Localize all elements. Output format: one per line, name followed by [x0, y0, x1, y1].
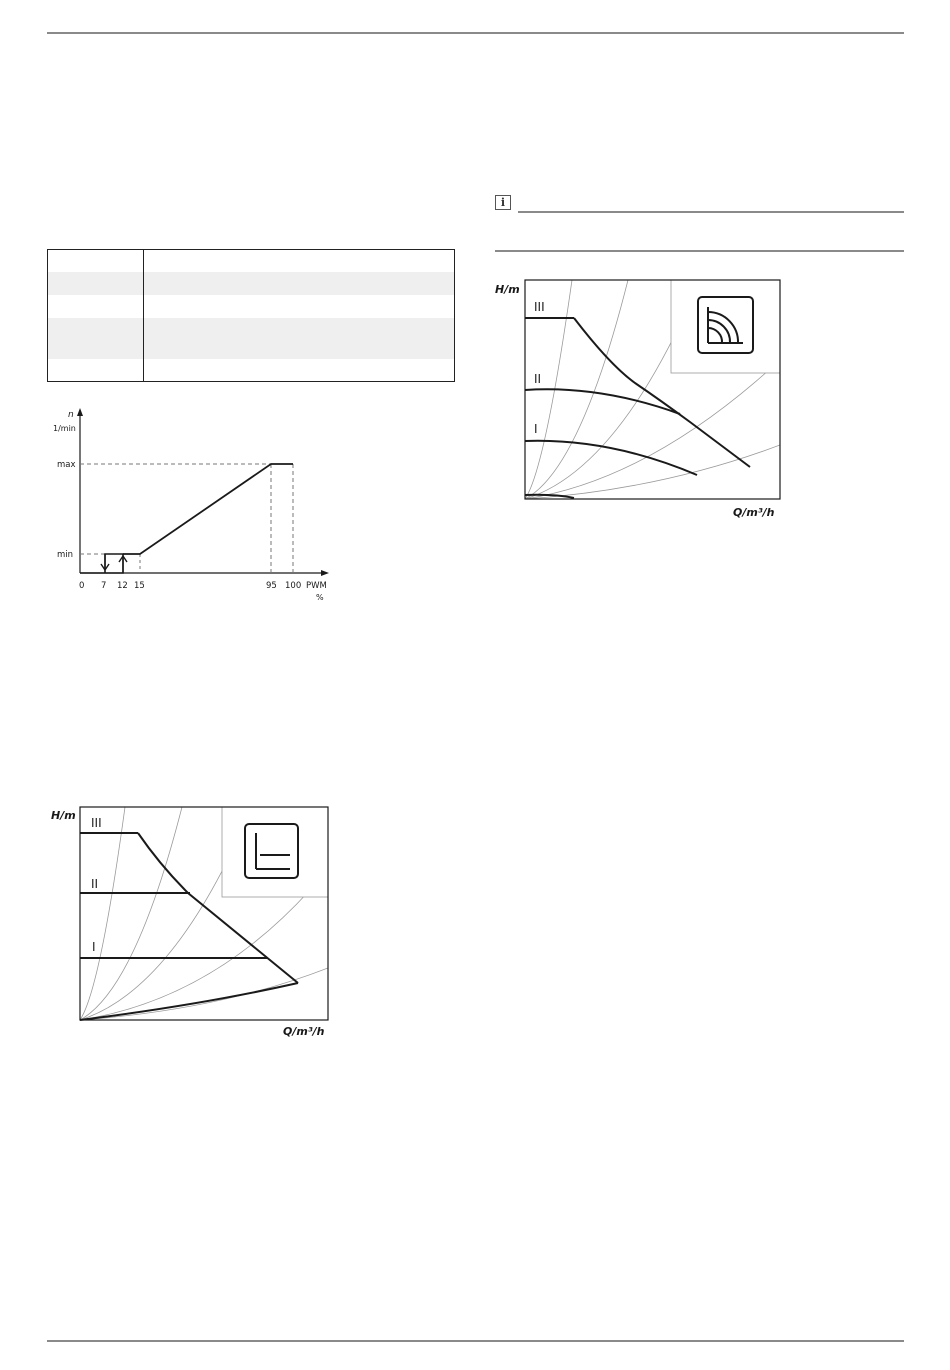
- pwm-tick-min: min: [57, 550, 74, 560]
- pwm-tick-7: 7: [101, 581, 107, 591]
- variable-y-label: H/m: [495, 283, 520, 296]
- variable-curve-II: [525, 389, 680, 414]
- pwm-x-arrow: [321, 570, 329, 576]
- variable-level-III: III: [534, 300, 545, 314]
- info-icon: i: [495, 195, 511, 210]
- pwm-tick-100: 100: [285, 581, 302, 591]
- info-note-rule: [518, 211, 904, 213]
- constant-level-III: III: [91, 816, 102, 830]
- mode-table: [47, 249, 455, 382]
- pwm-speed-curve: [80, 554, 123, 573]
- variable-curve-I: [525, 441, 697, 475]
- pwm-x-unit: %: [316, 593, 324, 602]
- pwm-tick-12: 12: [117, 581, 128, 591]
- variable-x-label: Q/m³/h: [733, 506, 775, 519]
- footer-rule: [47, 1340, 904, 1342]
- constant-pressure-chart: [45, 800, 345, 1050]
- table-row: [48, 359, 455, 382]
- table-row: [48, 272, 455, 295]
- table-row: [48, 295, 455, 318]
- constant-y-label: H/m: [51, 809, 76, 822]
- pwm-speed-ramp: [123, 464, 293, 554]
- pwm-y-arrow: [77, 408, 83, 416]
- variable-level-I: I: [534, 422, 538, 436]
- variable-pressure-chart: [490, 275, 790, 525]
- header-rule: [47, 32, 904, 34]
- pwm-tick-15: 15: [134, 581, 145, 591]
- pwm-tick-max: max: [57, 460, 76, 470]
- variable-level-II: II: [534, 372, 542, 386]
- pwm-x-label: PWM: [306, 581, 327, 591]
- table-row: [48, 318, 455, 359]
- pwm-tick-0: 0: [79, 581, 85, 591]
- constant-level-II: II: [91, 877, 99, 891]
- pwm-tick-95: 95: [266, 581, 277, 591]
- pwm-y-symbol: n: [68, 410, 74, 420]
- info-note-end-rule: [495, 250, 904, 252]
- variable-pressure-mode-icon: [698, 297, 753, 353]
- constant-x-label: Q/m³/h: [283, 1025, 325, 1038]
- pwm-speed-chart: [40, 405, 340, 605]
- table-row: [48, 250, 455, 272]
- constant-level-I: I: [92, 940, 96, 954]
- constant-pressure-mode-icon: [245, 824, 298, 878]
- pwm-y-unit: 1/min: [53, 424, 76, 433]
